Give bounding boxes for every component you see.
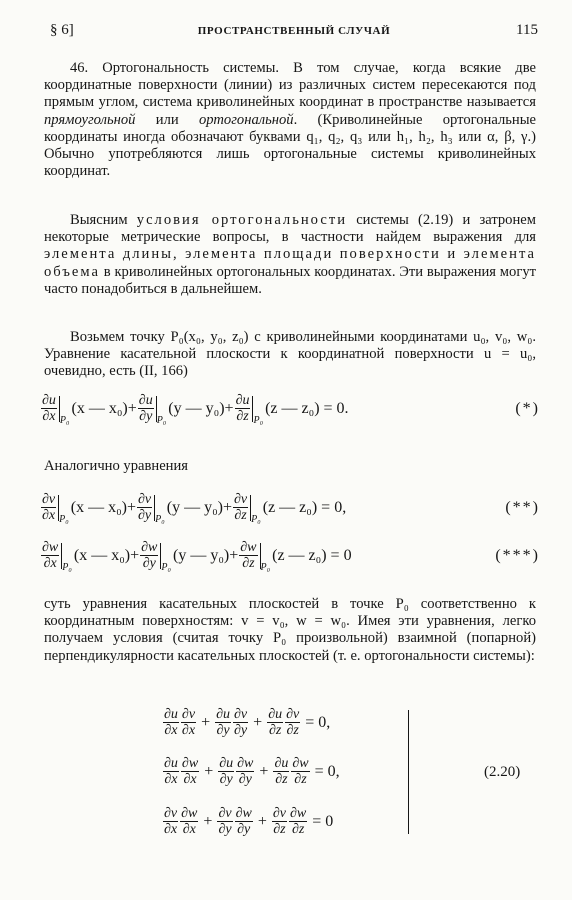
running-header (50, 22, 538, 44)
running-title: ПРОСТРАНСТВЕННЫЙ СЛУЧАЙ (197, 25, 391, 37)
analog-text: Аналогично уравнения (44, 458, 189, 474)
p2-text-b: системы (2.19) и затронем некоторые метрические вопросы, в частности найдем выражения для (44, 212, 536, 246)
frac-du-dx: $\frac{\partial u}{\partial x}$ (42, 393, 56, 424)
equation-double-star: $\frac{\partial v}{\partial x}$ P₀ (x — x₀)+ $\frac{\partial v}{\partial y}$ P₀ (y — y₀)+ $\frac{\partial v}{\partial z}$ P₀ (z — z₀) = 0, (**) (42, 492, 540, 525)
p1-text-a: В том случае, когда всякие две координатные поверхности (линии) из различных систем пересекаются под прямым углом, система криволинейных координат в пространстве называется (44, 60, 537, 111)
frac-du-dz: $\frac{\partial u}{\partial z}$ (235, 393, 250, 424)
section-marker: § 6] (50, 22, 74, 38)
equation-tag-double-star: (**) (505, 498, 540, 516)
p2-text-c: в криволинейных ортогональных координатах. Эти выражения могут часто понадобиться в дальнейшем. (44, 263, 536, 297)
paragraph-perpendicularity (44, 596, 536, 665)
equation-number-2-20: (2.20) (484, 764, 521, 780)
page-number: 115 (516, 22, 538, 38)
paragraph-tangent-plane (44, 329, 536, 381)
p1-text-b: или (135, 111, 199, 128)
system-row-2: $\frac{\partial u}{\partial x}$ $\frac{\partial w}{\partial x}$ + $\frac{\partial u}{\partial y}$ $\frac{\partial w}{\partial y}$ + $\frac{\partial u}{\partial z}$ $\frac{\partial w}{\partial z}$ = 0, (164, 756, 340, 787)
paragraph-conditions (44, 212, 536, 298)
p3-text: Возьмем точку P₀(x₀, y₀, z₀) с криволинейными координатами u₀, v₀, w₀. Уравнение касательной плоскости к координатной поверхности u = u₀, очевидно, есть (II, 166) (44, 329, 536, 380)
subsection-heading: 46. Ортогональность системы. (70, 60, 280, 76)
spaced-conditions: условия ортогональности (136, 212, 348, 228)
term-orthogonal: ортогональной (198, 111, 294, 128)
system-row-3: $\frac{\partial v}{\partial x}$ $\frac{\partial w}{\partial x}$ + $\frac{\partial v}{\partial y}$ $\frac{\partial w}{\partial y}$ + $\frac{\partial v}{\partial z}$ $\frac{\partial w}{\partial z}$ = 0 (164, 806, 334, 837)
equation-tag-triple-star: (***) (495, 546, 540, 564)
p2-text-a: Выясним (70, 212, 137, 228)
paragraph-orthogonality (44, 60, 536, 180)
system-row-1: $\frac{\partial u}{\partial x}$ $\frac{\partial v}{\partial x}$ + $\frac{\partial u}{\partial y}$ $\frac{\partial v}{\partial y}$ + $\frac{\partial u}{\partial z}$ $\frac{\partial v}{\partial z}$ = 0, (164, 707, 331, 738)
p1-text-c: . (Криволинейные ортогональные координаты иногда обозначают буквами q₁, q₂, q₃ или h₁, h₂, h₃ или α, β, γ.) Обычно употребляются лишь ортогональные системы криволинейных координат. (44, 111, 536, 180)
system-brace (398, 710, 409, 834)
frac-du-dy: $\frac{\partial u}{\partial y}$ (138, 393, 153, 424)
term-rectangular: прямоугольной (44, 111, 136, 128)
equation-triple-star: $\frac{\partial w}{\partial x}$ P₀ (x — x₀)+ $\frac{\partial w}{\partial y}$ P₀ (y — y₀)+ $\frac{\partial w}{\partial z}$ P₀ (z — z₀) = 0 (***) (42, 540, 540, 573)
equation-tag-star: (*) (515, 399, 540, 417)
p4-text: суть уравнения касательных плоскостей в точке P₀ соответственно к координатным поверхностям: v = v₀, w = w₀. Имея эти уравнения, легко получаем условия (считая точку P₀ произвольной) взаимной (попарной) перпендикулярности касательных плоскостей (т. е. ортогональности системы): (44, 596, 536, 664)
equation-star: $\frac{\partial u}{\partial x}$ P₀ (x — x₀)+ $\frac{\partial u}{\partial y}$ P₀ (y — y₀)+ $\frac{\partial u}{\partial z}$ P₀ (z — z₀) = 0. (*) (42, 393, 540, 426)
spaced-elements: элемента длины, элемента площади поверхности и элемента объема (44, 246, 536, 280)
